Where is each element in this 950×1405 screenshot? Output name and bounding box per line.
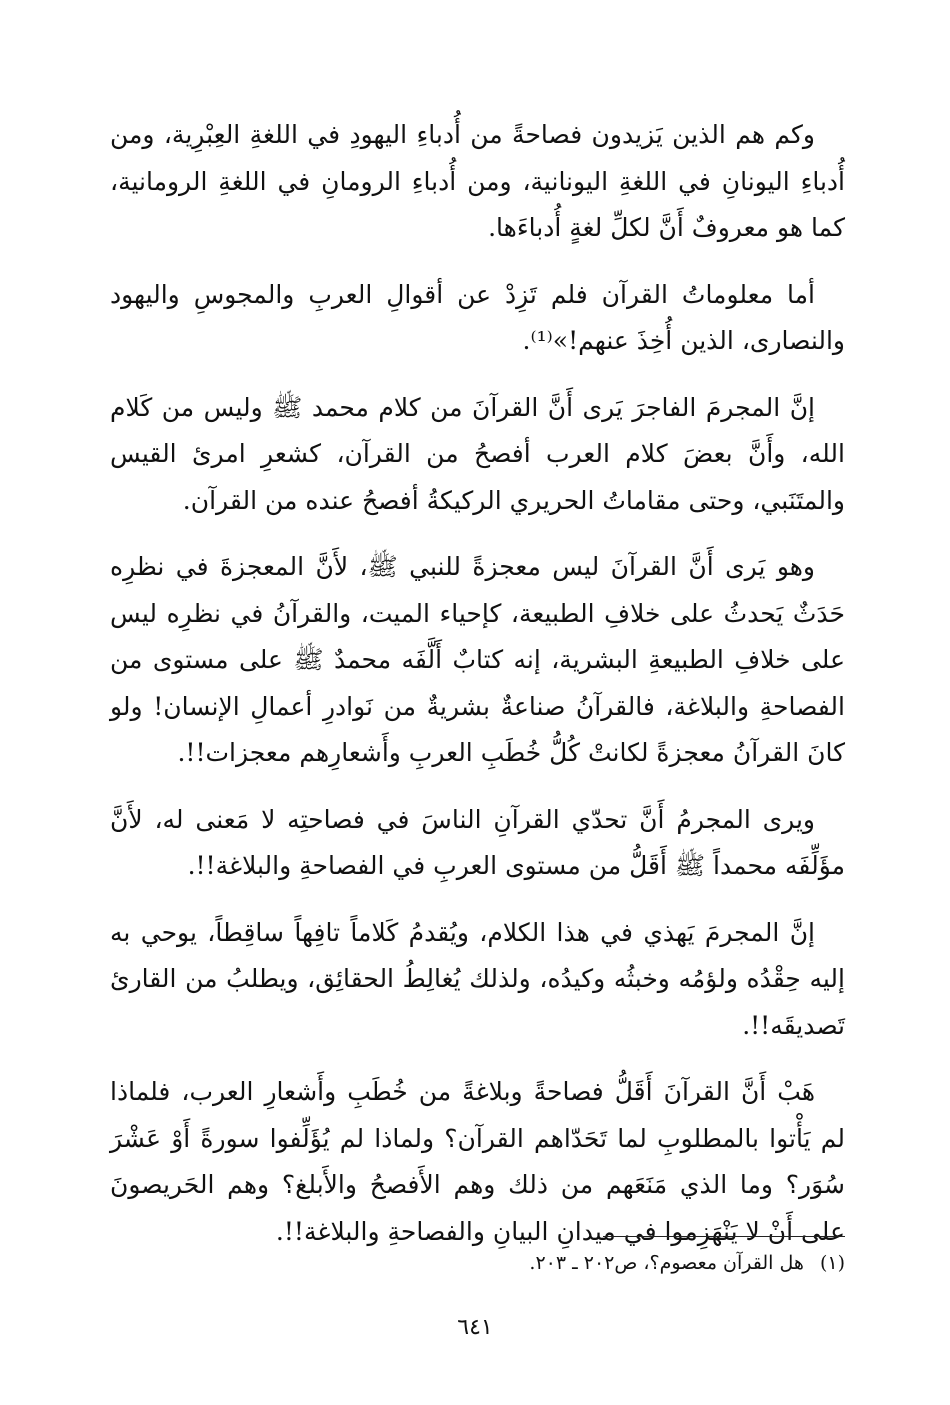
paragraph-1: وكم هم الذين يَزيدون فصاحةً من أُدباءِ اليهودِ في اللغةِ العِبْرِية، ومن أُدباءِ اليونانِ في اللغةِ اليونانية، ومن أُدباءِ الرومانِ في اللغةِ الرومانية، كما هو معروفٌ أَنَّ لكلِّ لغةٍ أُدباءَها. — [110, 120, 845, 242]
paragraph-6: إنَّ المجرمَ يَهذي في هذا الكلام، ويُقدمُ كَلاماً تافِهاً ساقِطاً، يوحي به إليه حِقْدُه ولؤمُه وخبثُه وكيدُه، ولذلك يُغالِطُ الحقائِق، ويطلبُ من القارئ تَصديقَه!!. — [110, 917, 845, 1040]
paragraph-7: هَبْ أَنَّ القرآنَ أَقَلُّ فصاحةً وبلاغةً من خُطَبِ وأَشعارِ العرب، فلماذا لم يَأْتوا بالمطلوبِ لما تَحَدّاهم القرآن؟ ولماذا لم يُؤَلِّفوا سورةً أَوْ عَشْرَ سُوَر؟ وما الذي مَنَعَهم من ذلك وهم الأَفصحُ والأَبلغ؟ وهم الحَريصونَ على أَنْ لا يَنْهَزِموا في ميدانِ البيانِ والفصاحةِ والبلاغة!!. — [110, 1077, 845, 1246]
paragraph-5: ويرى المجرمُ أَنَّ تحدّي القرآنِ الناسَ في فصاحتِه لا مَعنى له، لأَنَّ مؤَلِّفَه محمداً ﷺ أَقَلُّ من مستوى العربِ في الفصاحةِ والبلاغة!!. — [110, 804, 845, 880]
paragraph-3: إنَّ المجرمَ الفاجرَ يَرى أَنَّ القرآنَ من كلام محمد ﷺ وليس من كَلام الله، وأَنَّ بعضَ كلام العرب أفصحُ من القرآن، كشعرِ امرئ القيس والمتَنَبي، وحتى مقاماتُ الحريري الركيكةُ أفصحُ عنده من القرآن. — [110, 392, 845, 515]
main-text — [110, 112, 845, 1275]
paragraph-4: وهو يَرى أَنَّ القرآنَ ليس معجزةً للنبي ﷺ، لأَنَّ المعجزةَ في نظرِه حَدَثٌ يَحدثُ على خلافِ الطبيعة، كإحياء الميت، والقرآنُ في نظرِه ليس على خلافِ الطبيعةِ البشرية، إنه كتابٌ أَلَّفَه محمدٌ ﷺ على مستوى من الفصاحةِ والبلاغة، فالقرآنُ صناعةٌ بشريةٌ من نَوادرِ أعمالِ الإنسان! ولو كانَ القرآنُ معجزةً لكانتْ كُلُّ خُطَبِ العربِ وأَشعارِهم معجزات!!. — [110, 552, 845, 767]
paragraph-2: أما معلوماتُ القرآن فلم تَزِدْ عن أقوالِ العربِ والمجوسِ واليهود والنصارى، الذين أُخِذَ عنهم!»⁽¹⁾. — [110, 279, 845, 355]
footnote-text: هل القرآن معصوم؟، ص٢٠٢ ـ ٢٠٣. — [529, 1252, 804, 1274]
footnote-divider — [603, 1236, 845, 1237]
footnote — [110, 1248, 845, 1278]
footnote-marker: (١) — [819, 1252, 845, 1274]
page-number: ٦٤١ — [457, 1315, 493, 1340]
